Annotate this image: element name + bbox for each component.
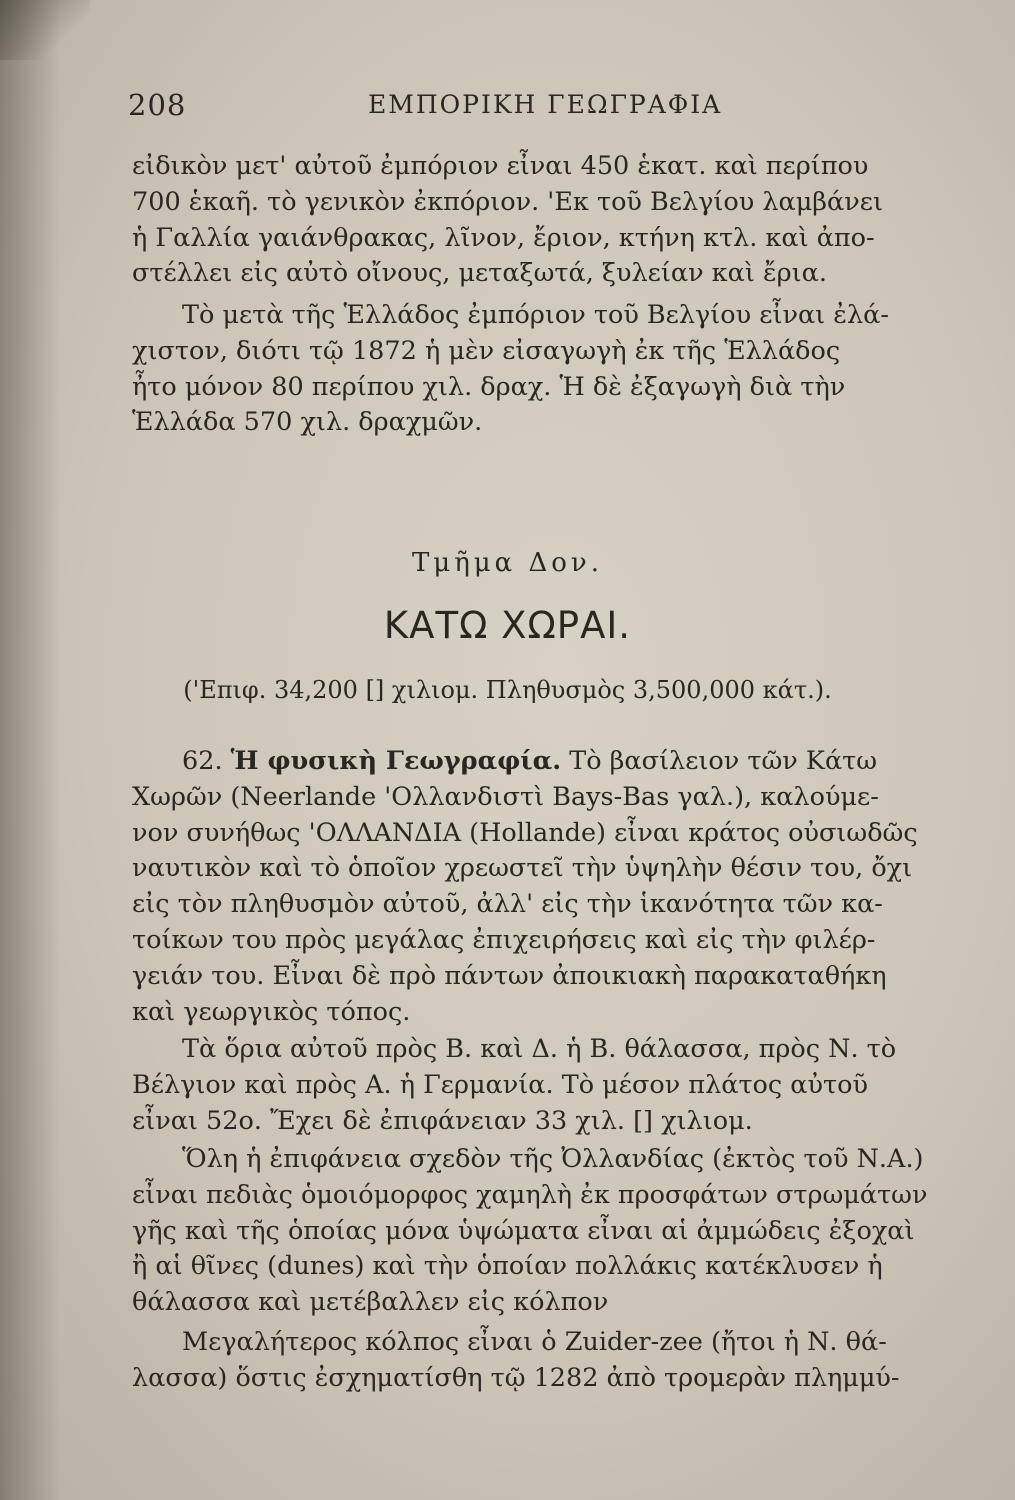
text-line: Μεγαλήτερος κόλπος εἶναι ὁ Zuider-zee (ἤτοι ἡ Ν. θά-	[182, 1327, 887, 1357]
text-line: εἰδικὸν μετ' αὐτοῦ ἐμπόριον εἶναι 450 ἑκατ. καὶ περίπου	[132, 151, 869, 181]
paragraph-surface	[132, 1142, 928, 1321]
text-line: γειάν του. Εἶναι δὲ πρὸ πάντων ἀποικιακὴ παρακαταθήκη	[132, 960, 887, 991]
text-line: λασσα) ὅστις ἐσχηματίσθη τῷ 1282 ἀπὸ τρομερὰν πλημμύ-	[132, 1362, 900, 1393]
paragraph-zuiderzee	[132, 1325, 922, 1397]
text-line	[132, 744, 922, 780]
text-line: Χωρῶν (Neerlande 'Ολλανδιστὶ Bays-Bas γαλ.), καλούμε-	[132, 781, 879, 812]
running-title: ΕΜΠΟΡΙΚΗ ΓΕΩΓΡΑΦΙΑ	[368, 90, 723, 119]
page-header	[128, 88, 920, 128]
text-line: εἰς τὸν πληθυσμὸν αὐτοῦ, ἀλλ' εἰς τὴν ἱκανότητα τῶν κα-	[132, 889, 883, 920]
page-edge-shadow	[0, 0, 60, 1500]
paragraph-trade-belgium	[132, 149, 922, 292]
text-line: Ὅλη ἡ ἐπιφάνεια σχεδὸν τῆς Ὀλλανδίας (ἐκτὸς τοῦ Ν.Α.)	[182, 1144, 924, 1174]
text-line: χιστον, διότι τῷ 1872 ἡ μὲν εἰσαγωγὴ ἐκ τῆς Ἑλλάδος	[132, 335, 841, 366]
text-line: στέλλει εἰς αὐτὸ οἴνους, μεταξωτά, ξυλείαν καὶ ἔρια.	[132, 258, 827, 289]
paragraph-heading: Ἡ φυσικὴ Γεωγραφία.	[230, 746, 562, 776]
text-line: 700 ἑκαῆ. τὸ γενικὸν ἐκπόριον. 'Εκ τοῦ Βελγίου λαμβάνει	[132, 186, 883, 217]
paragraph-number: 62.	[182, 746, 223, 776]
text-line: ναυτικὸν καὶ τὸ ὁποῖον χρεωστεῖ τὴν ὑψηλὴν θέσιν του, ὄχι	[132, 853, 913, 884]
text-line: Τὰ ὅρια αὐτοῦ πρὸς Β. καὶ Δ. ἡ Β. θάλασσα, πρὸς Ν. τὸ	[182, 1034, 897, 1064]
paragraph-physical-geography	[132, 744, 922, 1030]
text-line: νον συνήθως 'ΟΛΛΑΝΔΙΑ (Hollande) εἶναι κράτος οὐσιωδῶς	[132, 817, 918, 848]
text-line: ἦτο μόνον 80 περίπου χιλ. δραχ. Ἡ δὲ ἐξαγωγὴ διὰ τὴν	[132, 371, 846, 402]
page-number: 208	[128, 88, 187, 122]
section-title: ΚΑΤΩ ΧΩΡΑΙ.	[383, 604, 632, 647]
text-line: Τὸ μετὰ τῆς Ἑλλάδος ἐμπόριον τοῦ Βελγίου εἶναι ἐλά-	[182, 300, 889, 330]
text-line: τοίκων του πρὸς μεγάλας ἐπιχειρήσεις καὶ εἰς τὴν φιλέρ-	[132, 924, 876, 955]
text-line: γῆς καὶ τῆς ὁποίας μόνα ὑψώματα εἶναι αἱ ἀμμώδεις ἐξοχαὶ	[132, 1215, 915, 1246]
text-line: εἶναι 52ο. Ἔχει δὲ ἐπιφάνειαν 33 χιλ. [] χιλιομ.	[132, 1105, 753, 1136]
text-line: καὶ γεωργικὸς τόπος.	[132, 996, 411, 1027]
text-line: Ἑλλάδα 570 χιλ. δραχμῶν.	[132, 407, 483, 438]
section-label: Τμῆμα Δον.	[411, 548, 604, 578]
text-fragment: Τὸ βασίλειον τῶν Κάτω	[569, 746, 878, 776]
paragraph-trade-greece	[132, 298, 922, 441]
paragraph-borders	[132, 1032, 922, 1139]
text-line: ἢ αἱ θῖνες (dunes) καὶ τὴν ὁποίαν πολλάκις κατέκλυσεν ἡ	[132, 1251, 883, 1282]
text-line: θάλασσα καὶ μετέβαλλεν εἰς κόλπον	[132, 1287, 609, 1318]
text-line: ἡ Γαλλία γαιάνθρακας, λῖνον, ἔριον, κτήνη κτλ. καὶ ἀπο-	[132, 222, 875, 253]
section-stats: ('Επιφ. 34,200 [] χιλιομ. Πληθυσμὸς 3,500,000 κάτ.).	[183, 676, 832, 704]
text-line: εἶναι πεδιὰς ὁμοιόμορφος χαμηλὴ ἐκ προσφάτων στρωμάτων	[132, 1179, 928, 1210]
page-corner-shadow	[0, 0, 90, 60]
text-line: Βέλγιον καὶ πρὸς Α. ἡ Γερμανία. Τὸ μέσον πλάτος αὐτοῦ	[132, 1069, 868, 1100]
